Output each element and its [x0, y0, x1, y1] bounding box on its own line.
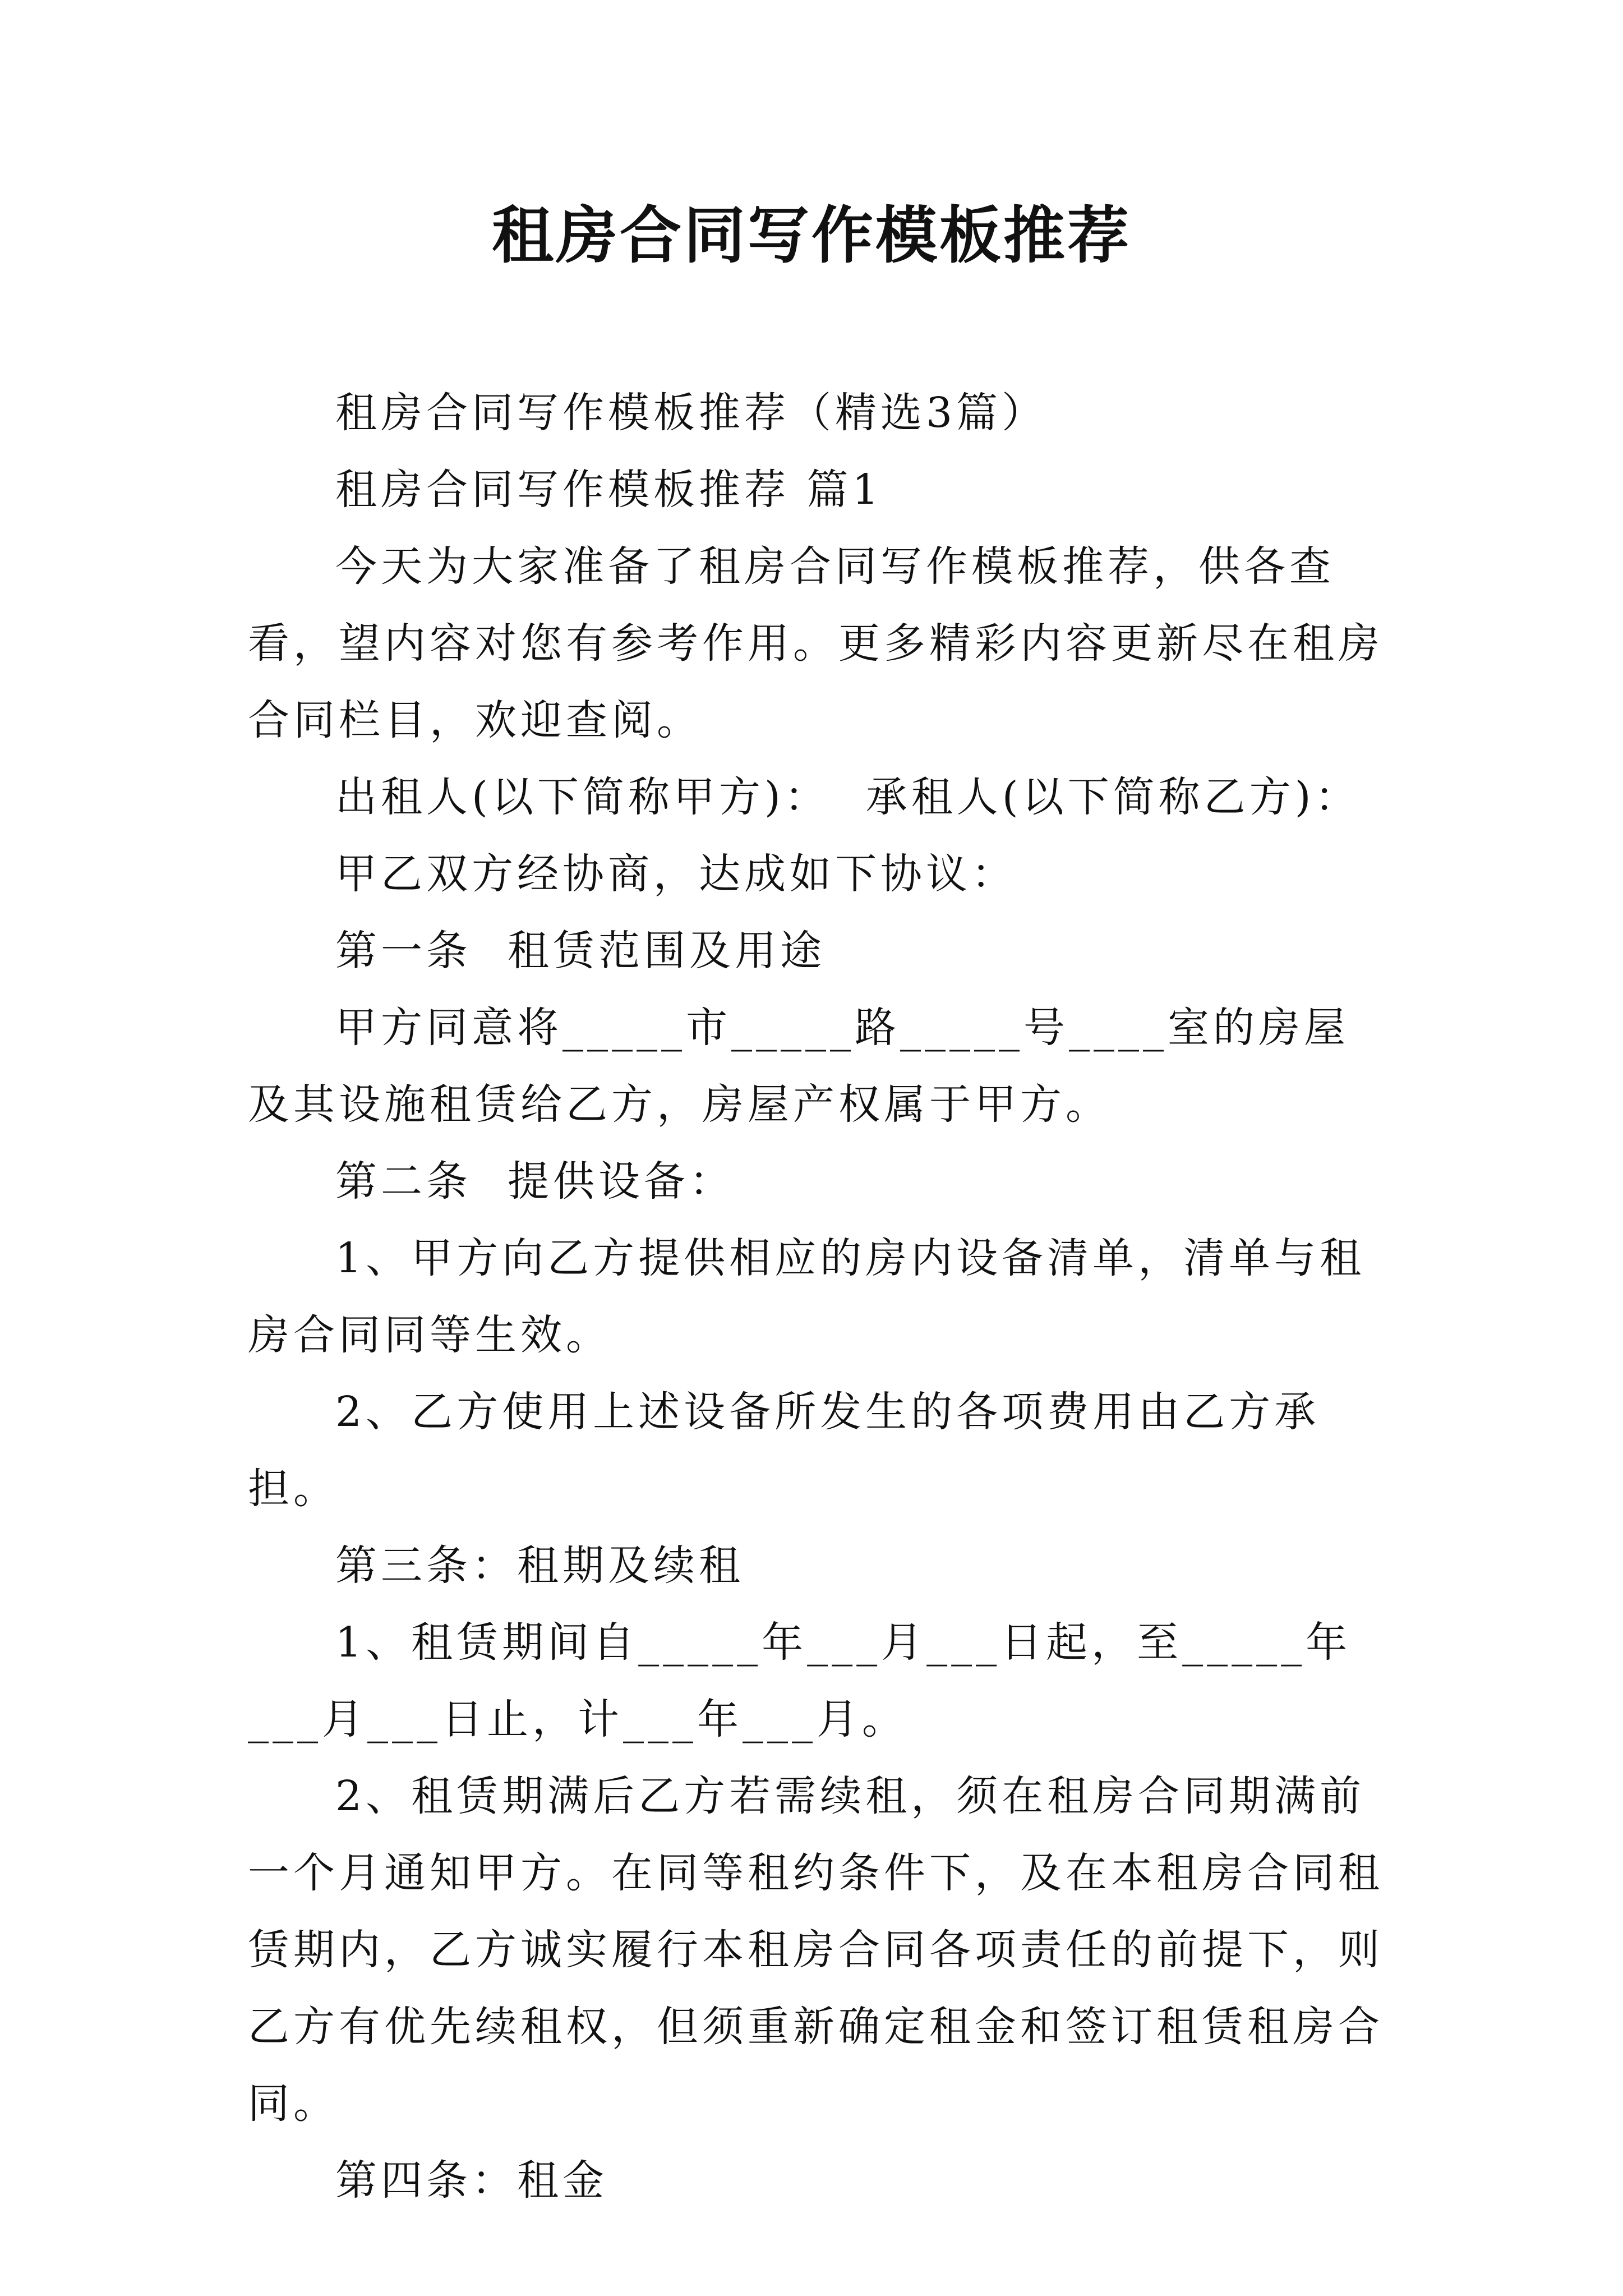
- lessee-label: 承租人(以下简称乙方)：: [865, 773, 1361, 821]
- article2-number: 第二条: [335, 1157, 472, 1205]
- article2-item2: 2、乙方使用上述设备所发生的各项费用由乙方承担。: [248, 1388, 1320, 1513]
- document-body: [248, 375, 1386, 2219]
- article1-content: 甲方同意将_____市_____路_____号____室的房屋及其设施租赁给乙方，房屋产权属于甲方。: [248, 1004, 1349, 1129]
- article3-heading: 第三条：租期及续租: [335, 1542, 744, 1590]
- article2-heading: [248, 1143, 1386, 1220]
- intro-paragraph: 今天为大家准备了租房合同写作模板推荐，供各查看，望内容对您有参考作用。更多精彩内容更新尽在租房合同栏目，欢迎查阅。: [248, 542, 1384, 744]
- article1-number: 第一条: [335, 927, 472, 975]
- parties-line: [248, 759, 1386, 836]
- article3-item2: 2、租赁期满后乙方若需续租，须在租房合同期满前一个月通知甲方。在同等租约条件下，及在本租房合同租赁期内，乙方诚实履行本租房合同各项责任的前提下，则乙方有优先续租权，但须重新确定租金和签订租赁租房合同。: [248, 1772, 1384, 2128]
- article2-title: 提供设备：: [508, 1157, 735, 1205]
- article1-heading: [248, 913, 1386, 990]
- subtitle: 租房合同写作模板推荐（精选3篇）: [335, 389, 1048, 437]
- article4-heading: 第四条：租金: [335, 2156, 608, 2205]
- article2-item1: 1、甲方向乙方提供相应的房内设备清单，清单与租房合同同等生效。: [248, 1234, 1366, 1359]
- document-title: 租房合同写作模板推荐: [492, 199, 1131, 272]
- section-heading: 租房合同写作模板推荐 篇1: [335, 466, 883, 514]
- agreement-line: 甲乙双方经协商，达成如下协议：: [335, 850, 1017, 898]
- lessor-label: 出租人(以下简称甲方)：: [335, 773, 830, 821]
- article3-item1: 1、租赁期间自_____年___月___日起，至_____年___月___日止，计___年___月。: [248, 1618, 1352, 1743]
- article1-title: 租赁范围及用途: [508, 927, 826, 975]
